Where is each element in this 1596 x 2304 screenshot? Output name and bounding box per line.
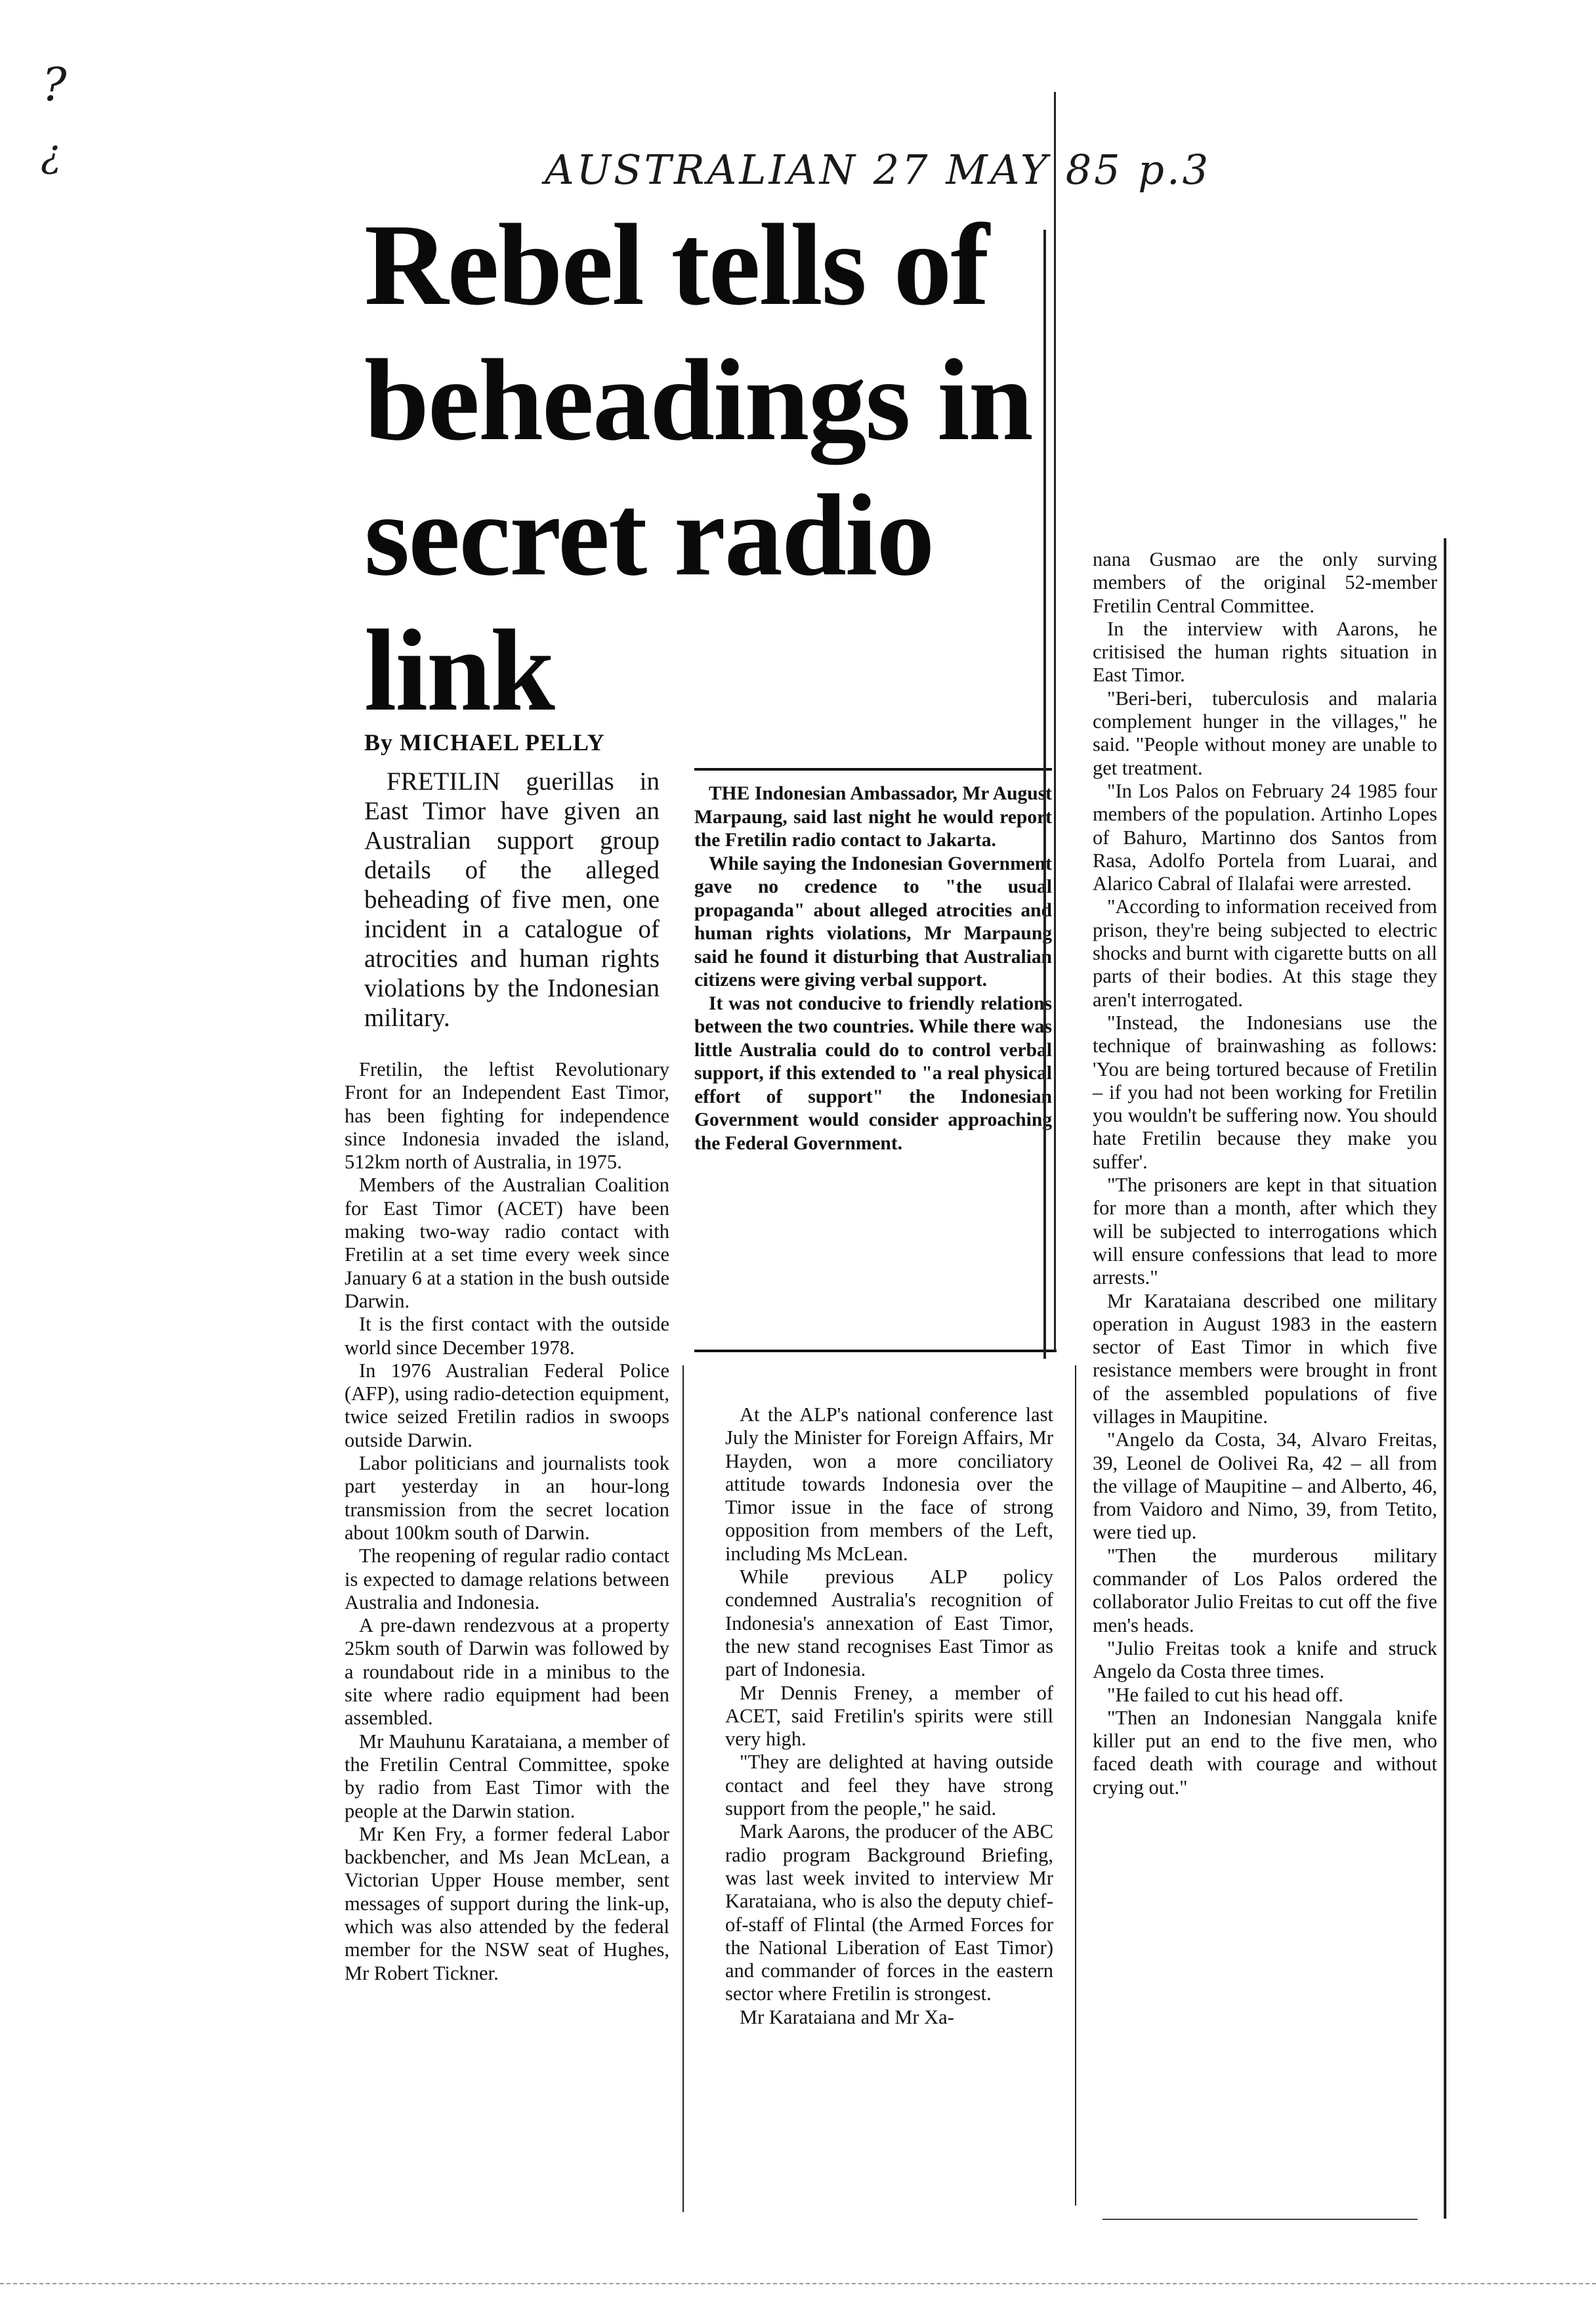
- paragraph: "Then an Indonesian Nanggala knife killer put an end to the five men, who faced death with courage and without crying out.": [1093, 1706, 1437, 1799]
- paragraph: "Then the murderous military commander of Los Palos ordered the collaborator Julio Freitas to cut off the five men's heads.: [1093, 1544, 1437, 1636]
- paragraph: At the ALP's national conference last July the Minister for Foreign Affairs, Mr Hayden, won a more conciliatory attitude towards Indonesia over the Timor issue in the face of strong opposition from members of the Left, including Ms McLean.: [725, 1403, 1053, 1565]
- column-end-rule: [1102, 2219, 1418, 2220]
- clipping-border-rule: [682, 1365, 684, 2212]
- sidebar-paragraph: THE Indonesian Ambassador, Mr August Marpaung, said last night he would report the Fretilin radio contact to Jakarta.: [694, 783, 1052, 851]
- paragraph: Mr Mauhunu Karataiana, a member of the Fretilin Central Committee, spoke by radio from East Timor with the people at the Darwin station.: [345, 1730, 669, 1822]
- paragraph: "Julio Freitas took a knife and struck Angelo da Costa three times.: [1093, 1636, 1437, 1683]
- paragraph: "They are delighted at having outside contact and feel they have strong support from the people," he said.: [725, 1751, 1053, 1820]
- clipping-border-rule: [1054, 92, 1056, 1352]
- paragraph: Mark Aarons, the producer of the ABC radio program Background Briefing, was last week invited to interview Mr Karataiana, who is also the deputy chief-of-staff of Flintal (the Armed Forces for the National Liberation of East Timor) and commander of forces in the eastern sector where Fretilin is strongest.: [725, 1820, 1053, 2005]
- sidebar-bottom-rule: [694, 1350, 1057, 1352]
- article-column-1: [345, 1058, 669, 1985]
- paragraph: Labor politicians and journalists took part yesterday in an hour-long transmission from the secret location about 100km south of Darwin.: [345, 1452, 669, 1544]
- paragraph: It is the first contact with the outside world since December 1978.: [345, 1313, 669, 1359]
- intro-text: FRETILIN guerillas in East Timor have given an Australian support group details of the alleged beheading of five men, one incident in a catalogue of atrocities and human rights violations by the Indonesian military.: [364, 767, 660, 1032]
- ambassador-sidebar-box: [694, 768, 1052, 1155]
- clipping-border-rule: [1075, 1365, 1076, 2206]
- article-column-3: [1093, 548, 1437, 1799]
- paragraph: In 1976 Australian Federal Police (AFP), using radio-detection equipment, twice seized Fretilin radios in swoops outside Darwin.: [345, 1359, 669, 1451]
- headline: Rebel tells of beheadings in secret radio link: [364, 200, 1032, 735]
- paragraph: "The prisoners are kept in that situation for more than a month, after which they will be subjected to interrogations which will ensure confessions that lead to more arrests.": [1093, 1174, 1437, 1289]
- paragraph: "He failed to cut his head off.: [1107, 1683, 1343, 1706]
- handwritten-source-note: AUSTRALIAN 27 MAY 85 p.3: [545, 146, 1211, 194]
- sidebar-paragraph: It was not conducive to friendly relations between the two countries. While there was little Australia could do to control verbal support, if this extended to "a real physical effort of support" the Indonesian Government would consider approaching the Federal Government.: [694, 992, 1052, 1154]
- byline: By MICHAEL PELLY: [364, 729, 605, 756]
- paragraph: A pre-dawn rendezvous at a property 25km south of Darwin was followed by a roundabout ride in a minibus to the site where radio equipment had been assembled.: [345, 1614, 669, 1730]
- paragraph: While previous ALP policy condemned Australia's recognition of Indonesia's annexation of East Timor, the new stand recognises East Timor as part of Indonesia.: [725, 1566, 1053, 1681]
- clipping-border-rule: [1444, 538, 1446, 2219]
- paragraph: "Beri-beri, tuberculosis and malaria complement hunger in the villages," he said. "People without money are unable to get treatment.: [1093, 687, 1437, 779]
- paragraph: Mr Karataiana described one military operation in August 1983 in the eastern sector of East Timor in which five resistance members were brought in front of the assembled populations of five villages in Maupitine.: [1093, 1289, 1437, 1428]
- paragraph: "According to information received from prison, they're being subjected to electric shocks and burnt with cigarette butts on all parts of their bodies. At this stage they aren't interrogated.: [1093, 895, 1437, 1011]
- paragraph: Members of the Australian Coalition for East Timor (ACET) have been making two-way radio contact with Fretilin at a set time every week since January 6 at a station in the bush outside Darwin.: [345, 1174, 669, 1312]
- margin-mark: ?: [42, 58, 67, 112]
- paragraph: Fretilin, the leftist Revolutionary Front for an Independent East Timor, has been fighting for independence since Indonesia invaded the island, 512km north of Australia, in 1975.: [345, 1058, 669, 1174]
- paragraph: Mr Ken Fry, a former federal Labor backbencher, and Ms Jean McLean, a Victorian Upper House member, sent messages of support during the link-up, which was also attended by the federal member for the NSW seat of Hughes, Mr Robert Tickner.: [345, 1822, 669, 1984]
- paragraph-continuation: nana Gusmao are the only surving members of the original 52-member Fretilin Central Committee.: [1093, 548, 1437, 617]
- sidebar-paragraph: While saying the Indonesian Government gave no credence to "the usual propaganda" about alleged atrocities and human rights violations, Mr Marpaung said he found it disturbing that Australian citizens were giving verbal support.: [694, 853, 1052, 991]
- clipping-border-rule: [1043, 230, 1046, 1359]
- paragraph: In the interview with Aarons, he critisised the human rights situation in East Timor.: [1093, 617, 1437, 687]
- paragraph: "Instead, the Indonesians use the technique of brainwashing as follows: 'You are being tortured because of Fretilin – if you had not been working for Fretilin you wouldn't be suffering now. You should hate Fretilin because they make you suffer'.: [1093, 1011, 1437, 1173]
- paragraph: "In Los Palos on February 24 1985 four members of the population. Artinho Lopes of Bahuro, Martinno dos Santos from Rasa, Adolfo Portela from Luarai, and Alarico Cabral of Ilalafai were arrested.: [1093, 779, 1437, 895]
- margin-mark: ¿: [41, 131, 62, 176]
- article-column-2: [725, 1403, 1053, 2029]
- paragraph: The reopening of regular radio contact is expected to damage relations between Australia and Indonesia.: [345, 1545, 669, 1613]
- paragraph: Mr Dennis Freney, a member of ACET, said Fretilin's spirits were still very high.: [725, 1681, 1053, 1751]
- paragraph: Mr Karataiana and Mr Xa-: [740, 2005, 954, 2028]
- scan-edge-line: [0, 2283, 1596, 2284]
- intro-paragraph: [364, 767, 660, 1033]
- paragraph: "Angelo da Costa, 34, Alvaro Freitas, 39, Leonel de Oolivei Ra, 42 – all from the village of Maupitine – and Alberto, 46, from Vaidoro and Nimo, 39, from Tetito, were tied up.: [1093, 1428, 1437, 1544]
